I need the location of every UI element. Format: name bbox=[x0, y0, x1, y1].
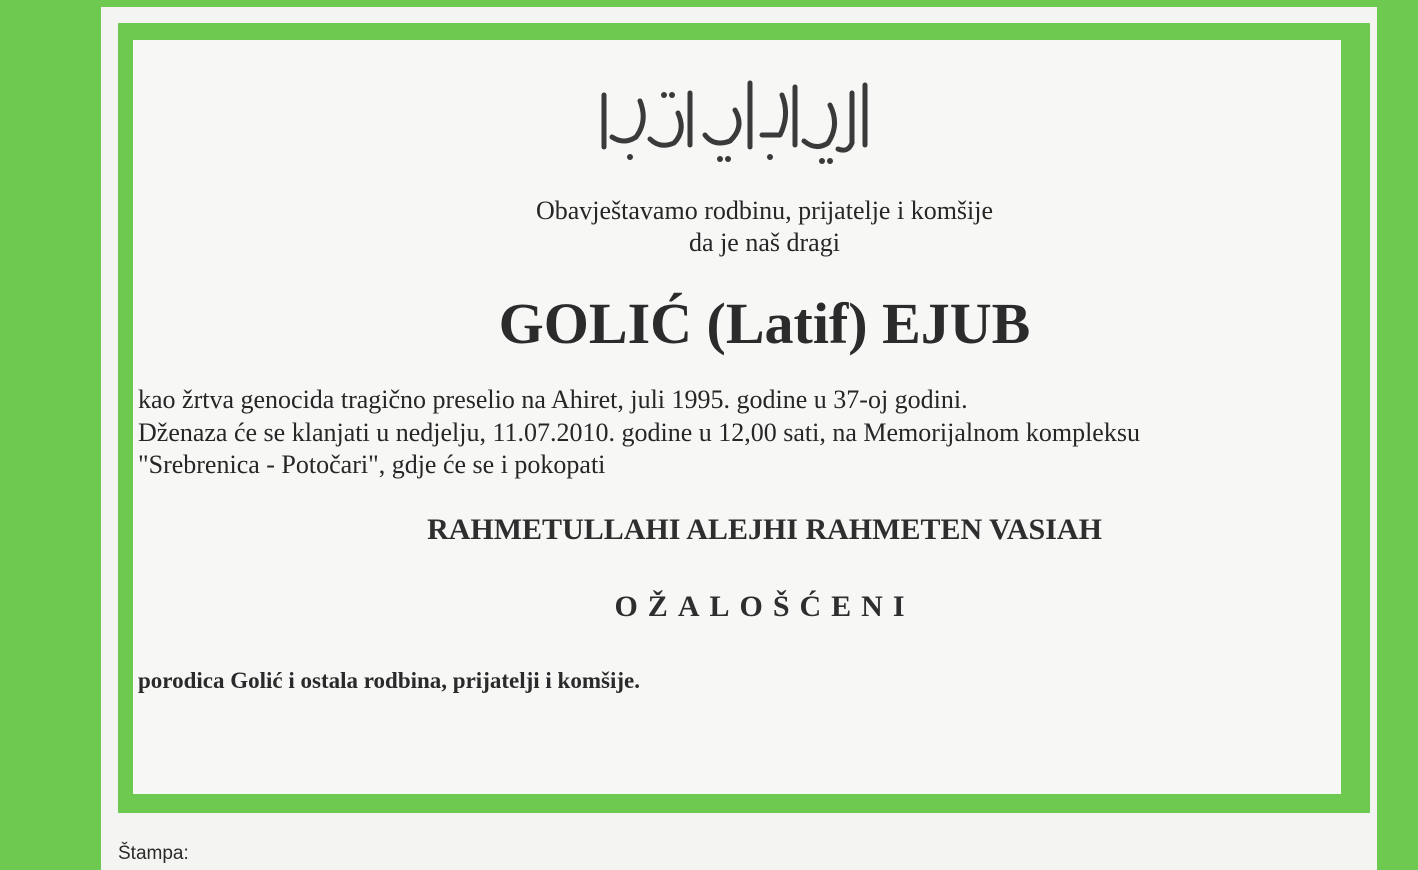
arabic-calligraphy-logo bbox=[590, 65, 880, 175]
family-line: porodica Golić i ostala rodbina, prijatelji i komšije. bbox=[138, 668, 640, 693]
prayer-line: RAHMETULLAHI ALEJHI RAHMETEN VASIAH bbox=[427, 513, 1102, 546]
body-line-2: Dženaza će se klanjati u nedjelju, 11.07.2010. godine u 12,00 sati, na Memorijalnom kompleksu bbox=[138, 418, 1140, 447]
intro-line-2: da je naš dragi bbox=[689, 228, 840, 257]
mourners-heading: OŽALOŠĆENI bbox=[614, 590, 915, 623]
body-line-1: kao žrtva genocida tragično preselio na Ahiret, juli 1995. godine u 37-oj godini. bbox=[138, 385, 968, 414]
deceased-name: GOLIĆ (Latif) EJUB bbox=[498, 291, 1031, 356]
intro-line-1: Obavještavamo rodbinu, prijatelje i komšije bbox=[535, 196, 994, 225]
print-label: Štampa: bbox=[118, 843, 189, 864]
calligraphy-text: إرتحل إلى ربه bbox=[729, 134, 741, 136]
body-line-3: "Srebrenica - Potočari", gdje će se i pokopati bbox=[138, 450, 606, 479]
